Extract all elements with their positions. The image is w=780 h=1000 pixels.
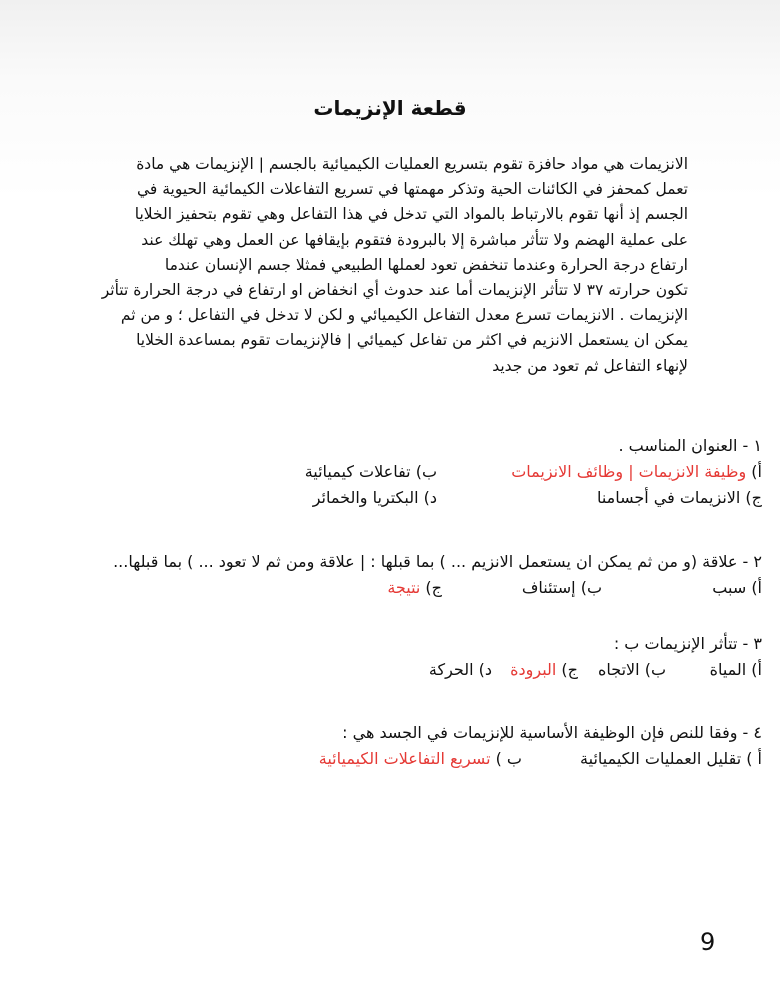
passage-line: الجسم إذ أنها تقوم بالارتباط بالمواد التي تدخل في هذا التفاعل وهي تقوم بتحفيز الخلايا [134,205,688,224]
reading-passage [101,152,688,379]
option-b [319,746,522,771]
option-c [387,575,442,600]
option-b: ب) إستئناف [521,578,602,597]
question-stem: ٤ - وفقا للنص فإن الوظيفة الأساسية للإنزيمات في الجسد هي : [342,723,762,742]
passage-line: لإنهاء التفاعل ثم تعود من جديد [492,356,688,375]
option-prefix: أ) [746,462,762,481]
passage-line: الانزيمات هي مواد حافزة تقوم بتسريع العمليات الكيميائية بالجسم | الإنزيمات هي مادة [136,155,688,173]
question-1 [17,433,762,511]
option-c: ج) الانزيمات في أجسامنا [596,488,762,507]
option-a: أ) المياة [709,660,762,679]
option-b: ب) تفاعلات كيميائية [304,462,437,481]
option-prefix: ج) [420,578,442,597]
page-number: 9 [700,928,716,956]
question-stem: ٣ - تتأثر الإنزيمات ب : [613,634,762,653]
correct-answer: تسريع التفاعلات الكيميائية [318,749,491,768]
question-2 [17,549,762,601]
option-c [510,657,578,682]
question-stem: ١ - العنوان المناسب . [618,436,762,455]
correct-answer: البرودة [510,660,557,679]
passage-line: تكون حرارته ٣٧ لا تتأثر الإنزيمات أما عند حدوث أي انخفاض او ارتفاع في درجة الحرارة تتأثر [101,281,688,300]
question-stem: ٢ - علاقة (و من ثم يمكن ان يستعمل الانزيم ... ) بما قبلها : | علاقة ومن ثم لا تعود ... ) بما قبلها... [113,552,762,571]
correct-answer: نتيجة [387,578,421,597]
question-4 [17,720,762,772]
option-a: أ) سبب [712,578,762,597]
option-prefix: ب ) [490,749,522,768]
passage-line: ارتفاع درجة الحرارة وعندما تنخفض تعود لعملها الطبيعي فمثلا جسم الإنسان عندما [164,255,688,274]
option-d: د) الحركة [428,660,492,679]
option-a [511,459,762,484]
question-3 [17,631,762,683]
passage-line: يمكن ان يستعمل الانزيم في اكثر من تفاعل كيميائي | فالإنزيمات تقوم بمساعدة الخلايا [136,331,688,350]
option-a: أ ) تقليل العمليات الكيميائية [580,749,762,768]
correct-answer: وظيفة الانزيمات | وظائف الانزيمات [511,462,747,481]
option-prefix: ج) [556,660,578,679]
passage-line: الإنزيمات . الانزيمات تسرع معدل التفاعل الكيميائي و لكن لا تدخل في التفاعل ؛ و من ثم [120,306,688,325]
passage-line: تعمل كمحفز في الكائنات الحية وتذكر مهمتها في تسريع التفاعلات الكيمائية الحيوية في [136,180,688,199]
passage-line: على عملية الهضم ولا تتأثر مباشرة إلا بالبرودة فتقوم بإيقافها عن العمل وهي تهلك عند [141,230,688,249]
option-d: د) البكتريا والخمائر [312,488,437,507]
page-title: قطعة الإنزيمات [313,96,467,120]
option-b: ب) الاتجاه [598,660,666,679]
